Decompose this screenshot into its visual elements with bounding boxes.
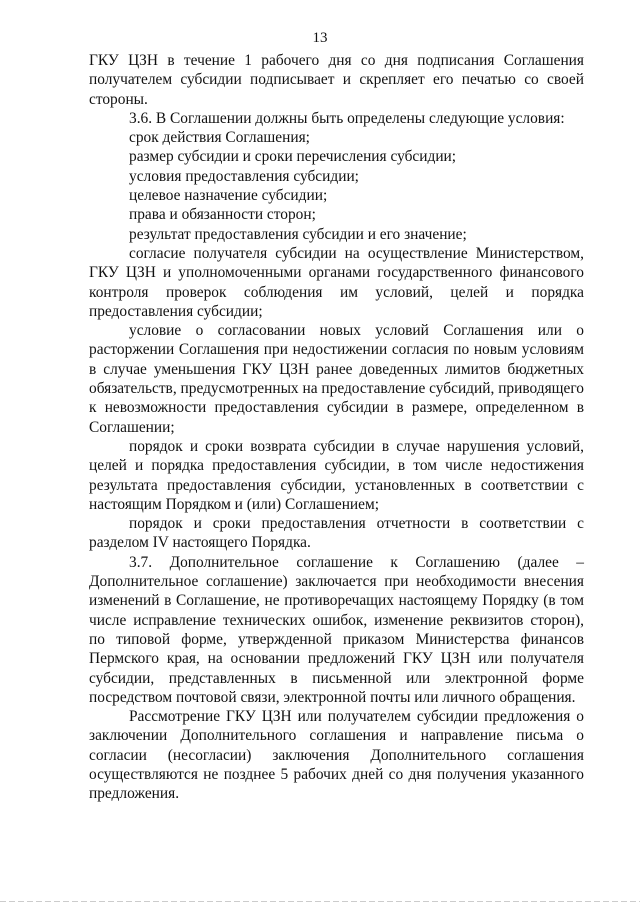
condition-item: права и обязанности сторон; [129,206,316,224]
condition-item: порядок и сроки возврата субсидии в случае нарушения условий, целей и порядка предоставления субсидии, в том числе недостижения результата предоставления субсидии, установленных в соответствии с настоящим Порядком и (или) Соглашением; [89,437,584,513]
condition-item: согласие получателя субсидии на осуществление Министерством, ГКУ ЦЗН и уполномоченными органами государственного финансового контроля проверок соблюдения им условий, целей и порядка предоставления субсидии; [89,244,584,320]
condition-item: порядок и сроки предоставления отчетности в соответствии с разделом IV настоящего Порядка. [89,515,584,552]
condition-item: срок действия Соглашения; [129,129,310,147]
condition-item: размер субсидии и сроки перечисления субсидии; [129,148,457,166]
scan-edge-artifact [0,901,640,902]
condition-item: результат предоставления субсидии и его значение; [129,225,467,243]
paragraph-review: Рассмотрение ГКУ ЦЗН или получателем субсидии предложения о заключении Дополнительного соглашения и направление письма о согласии (несогласии) заключения Дополнительного соглашения осуществляются не позднее 5 рабочих дней со дня получения указанного предложения. [89,708,584,803]
condition-item: условие о согласовании новых условий Соглашения или о расторжении Соглашения при недостижении согласия по новым условиям в случае уменьшения ГКУ ЦЗН ранее доведенных лимитов бюджетных обязательств, предусмотренных на предоставление субсидий, приводящего к невозможности предоставления субсидии в размере, определенном в Соглашении; [89,322,584,436]
paragraph-3-6-heading: 3.6. В Соглашении должны быть определены следующие условия: [129,109,565,127]
paragraph-signing: ГКУ ЦЗН в течение 1 рабочего дня со дня подписания Соглашения получателем субсидии подписывает и скрепляет его печатью со своей стороны. [89,52,584,108]
condition-item: условия предоставления субсидии; [129,167,359,185]
document-body [89,51,584,804]
condition-item: целевое назначение субсидии; [129,187,328,205]
page-number: 13 [312,30,328,46]
paragraph-3-7: 3.7. Дополнительное соглашение к Соглашению (далее – Дополнительное соглашение) заключается при необходимости внесения изменений в Соглашение, не противоречащих настоящему Порядку (в том числе исправление технических ошибок, изменение реквизитов сторон), по типовой форме, утвержденной приказом Министерства финансов Пермского края, на основании предложений ГКУ ЦЗН или получателя субсидии, представленных в письменной или электронной форме посредством почтовой связи, электронной почты или личного обращения. [89,553,584,706]
